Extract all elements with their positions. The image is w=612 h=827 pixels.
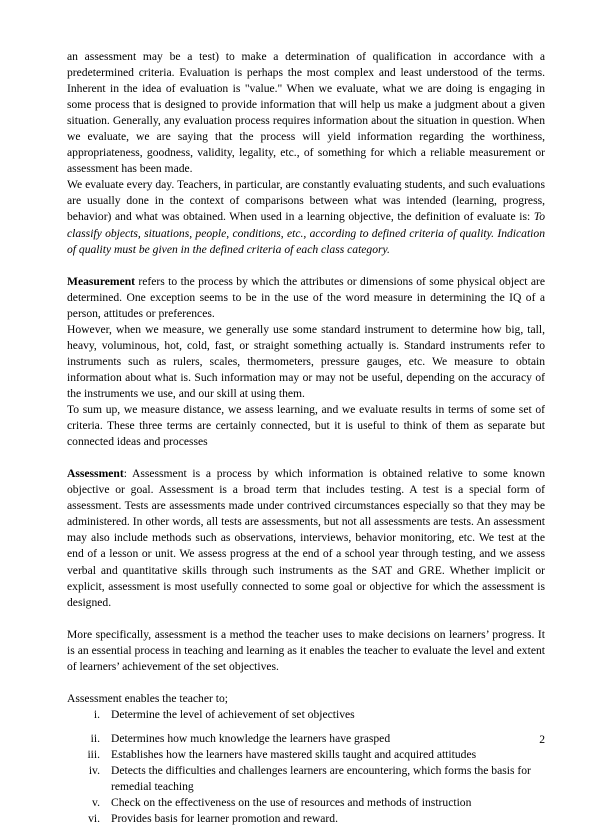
paragraph-assessment: [67, 466, 545, 610]
list-marker: v.: [92, 796, 100, 810]
list-marker: vi.: [88, 812, 100, 826]
paragraph-spacer: [67, 258, 545, 274]
list-item: [67, 731, 545, 747]
list-item: [67, 811, 545, 827]
page-number: 2: [539, 733, 545, 746]
paragraph-to-sum-up: To sum up, we measure distance, we assess learning, and we evaluate results in terms of some set of criteria. These three terms are certainly connected, but it is useful to think of them as separate but connected ideas and processes: [67, 403, 545, 449]
assessment-heading: Assessment: [67, 467, 124, 481]
paragraph-evaluate-every-day: [67, 177, 545, 257]
measurement-heading: Measurement: [67, 274, 136, 288]
list-item-text: Check on the effectiveness on the use of resources and methods of instruction: [111, 796, 472, 810]
list-intro-text: Assessment enables the teacher to;: [67, 691, 228, 705]
paragraph-evaluate-lead-text: We evaluate every day. Teachers, in particular, are constantly evaluating students, and such evaluations are usually done in the context of comparisons between what was intended (learning, progress, behavior) and what was obtained. When used in a learning objective, the definition of evaluate is:: [67, 178, 545, 224]
list-item: [67, 795, 545, 811]
list-marker: ii.: [90, 731, 100, 745]
list-marker: iii.: [87, 748, 100, 762]
list-item: [67, 763, 545, 795]
list-item-text: Provides basis for learner promotion and reward.: [111, 812, 338, 826]
evaluate-definition-italic: To classify objects, situations, people, conditions, etc., according to defined criteria of quality. Indication of quality must be given in the defined criteria of each class category.: [67, 210, 545, 256]
list-item: [67, 707, 545, 723]
list-marker: iv.: [88, 764, 100, 778]
measurement-body-text: refers to the process by which the attributes or dimensions of some physical object are determined. One exception seems to be in the use of the word measure in determining the IQ of a person, attitudes or preferences.: [67, 274, 545, 320]
list-item: [67, 747, 545, 763]
list-item-text: Determines how much knowledge the learners have grasped: [111, 731, 391, 745]
paragraph-more-specifically: More specifically, assessment is a method the teacher uses to make decisions on learners’ progress. It is an essential process in teaching and learning as it enables the teacher to evaluate the level and extent of learners’ achievement of the set objectives.: [67, 627, 545, 673]
page-content: [67, 49, 545, 827]
paragraph-spacer: [67, 450, 545, 466]
assessment-benefits-list: [67, 707, 545, 827]
paragraph-spacer: [67, 675, 545, 691]
list-item-text: Establishes how the learners have mastered skills taught and acquired attitudes: [111, 748, 477, 762]
paragraph-evaluation-definition: an assessment may be a test) to make a determination of qualification in accordance with a predetermined criteria. Evaluation is perhaps the most complex and least understood of the terms. Inherent in the idea of evaluation is "value." When we evaluate, what we are doing is engaging in some process that is designed to provide information that will help us make a judgment about a given situation. Generally, any evaluation process requires information about the situation in question. When we evaluate, we are saying that the process will yield information regarding the worthiness, appropriateness, goodness, validity, legality, etc., of something for which a reliable measurement or assessment has been made.: [67, 50, 545, 176]
list-item-text: Detects the difficulties and challenges learners are encountering, which forms the basis for remedial teaching: [111, 764, 531, 794]
list-marker: i.: [93, 707, 100, 721]
paragraph-measurement: [67, 274, 545, 322]
list-item-text: Determine the level of achievement of set objectives: [111, 707, 355, 721]
paragraph-however-measure: However, when we measure, we generally use some standard instrument to determine how big, tall, heavy, voluminous, hot, cold, fast, or straight something actually is. Standard instruments refer to instruments such as rulers, scales, thermometers, pressure gauges, etc. We measure to obtain information about what is. Such information may or may not be useful, depending on the accuracy of the instruments we use, and our skill at using them.: [67, 322, 545, 400]
paragraph-spacer: [67, 611, 545, 627]
assessment-body-text: : Assessment is a process by which information is obtained relative to some known objective or goal. Assessment is a broad term that includes testing. A test is a special form of assessment. Tests are assessments made under contrived circumstances especially so that they may be administered. In other words, all tests are assessments, but not all assessments are tests. An assessment may also include methods such as observations, interviews, behavior monitoring, etc. We test at the end of a lesson or unit. We assess progress at the end of a school year through testing, and we assess verbal and quantitative skills through such instruments as the SAT and GRE. Whether implicit or explicit, assessment is most usefully connected to some goal or objective for which the assessment is designed.: [67, 467, 545, 609]
